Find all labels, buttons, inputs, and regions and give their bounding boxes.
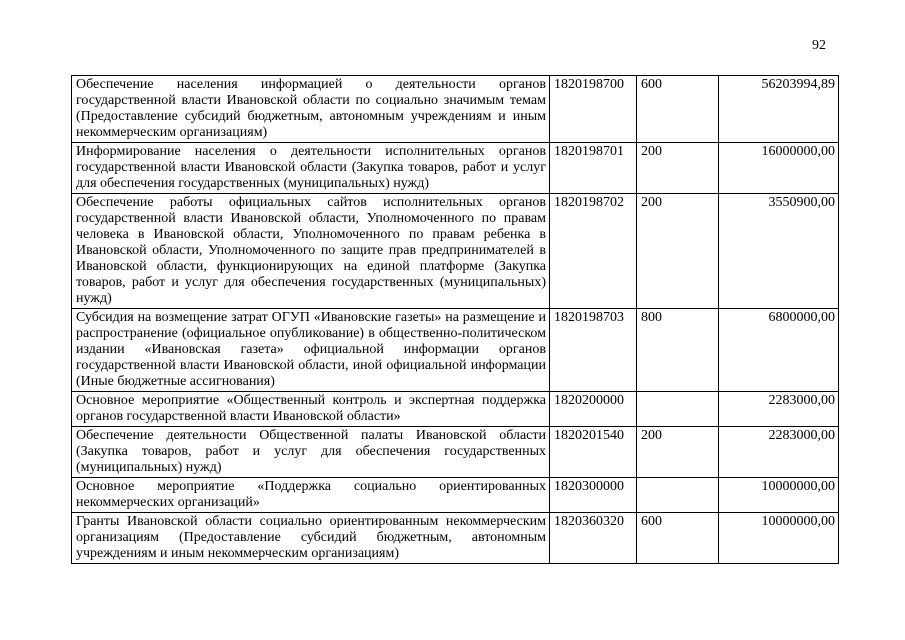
row-expense-type: 600 <box>637 513 719 564</box>
row-expense-type <box>637 478 719 513</box>
table-row <box>72 309 839 392</box>
row-expense-type: 600 <box>637 76 719 143</box>
row-amount: 3550900,00 <box>719 194 839 309</box>
row-amount: 56203994,89 <box>719 76 839 143</box>
page-number: 92 <box>812 38 826 53</box>
row-code: 1820300000 <box>550 478 637 513</box>
row-expense-type <box>637 392 719 427</box>
row-description: Основное мероприятие «Поддержка социально ориентированных некоммерческих организаций» <box>72 478 550 513</box>
row-code: 1820198703 <box>550 309 637 392</box>
table-row <box>72 392 839 427</box>
budget-table-body <box>72 76 839 564</box>
row-code: 1820201540 <box>550 427 637 478</box>
row-amount: 2283000,00 <box>719 427 839 478</box>
row-amount: 16000000,00 <box>719 143 839 194</box>
row-code: 1820198700 <box>550 76 637 143</box>
table-row <box>72 478 839 513</box>
row-expense-type: 200 <box>637 427 719 478</box>
table-row <box>72 194 839 309</box>
row-expense-type: 200 <box>637 194 719 309</box>
row-description: Информирование населения о деятельности исполнительных органов государственной власти Ивановской области (Закупка товаров, работ и услуг для обеспечения государственных (муниципальных) нужд) <box>72 143 550 194</box>
row-code: 1820360320 <box>550 513 637 564</box>
table-row <box>72 76 839 143</box>
row-description: Обеспечение работы официальных сайтов исполнительных органов государственной власти Ивановской области, Уполномоченного по правам человека в Ивановской области, Уполномоченного по правам ребенка в Ивановской области, Уполномоченного по защите прав предпринимателей в Ивановской области, функционирующих на единой платформе (Закупка товаров, работ и услуг для обеспечения государственных (муниципальных) нужд) <box>72 194 550 309</box>
table-row <box>72 513 839 564</box>
row-amount: 10000000,00 <box>719 478 839 513</box>
row-amount: 2283000,00 <box>719 392 839 427</box>
row-amount: 10000000,00 <box>719 513 839 564</box>
row-code: 1820198702 <box>550 194 637 309</box>
table-row <box>72 427 839 478</box>
row-expense-type: 800 <box>637 309 719 392</box>
row-expense-type: 200 <box>637 143 719 194</box>
row-description: Обеспечение деятельности Общественной палаты Ивановской области (Закупка товаров, работ и услуг для обеспечения государственных (муниципальных) нужд) <box>72 427 550 478</box>
row-description: Обеспечение населения информацией о деятельности органов государственной власти Ивановской области по социально значимым темам (Предоставление субсидий бюджетным, автономным учреждениям и иным некоммерческим организациям) <box>72 76 550 143</box>
row-code: 1820198701 <box>550 143 637 194</box>
row-amount: 6800000,00 <box>719 309 839 392</box>
row-description: Гранты Ивановской области социально ориентированным некоммерческим организациям (Предоставление субсидий бюджетным, автономным учреждениям и иным некоммерческим организациям) <box>72 513 550 564</box>
budget-table <box>71 75 839 564</box>
table-row <box>72 143 839 194</box>
row-description: Основное мероприятие «Общественный контроль и экспертная поддержка органов государственной власти Ивановской области» <box>72 392 550 427</box>
row-description: Субсидия на возмещение затрат ОГУП «Ивановские газеты» на размещение и распространение (официальное опубликование) в общественно-политическом издании «Ивановская газета» официальной информации органов государственной власти Ивановской области, иной официальной информации (Иные бюджетные ассигнования) <box>72 309 550 392</box>
row-code: 1820200000 <box>550 392 637 427</box>
